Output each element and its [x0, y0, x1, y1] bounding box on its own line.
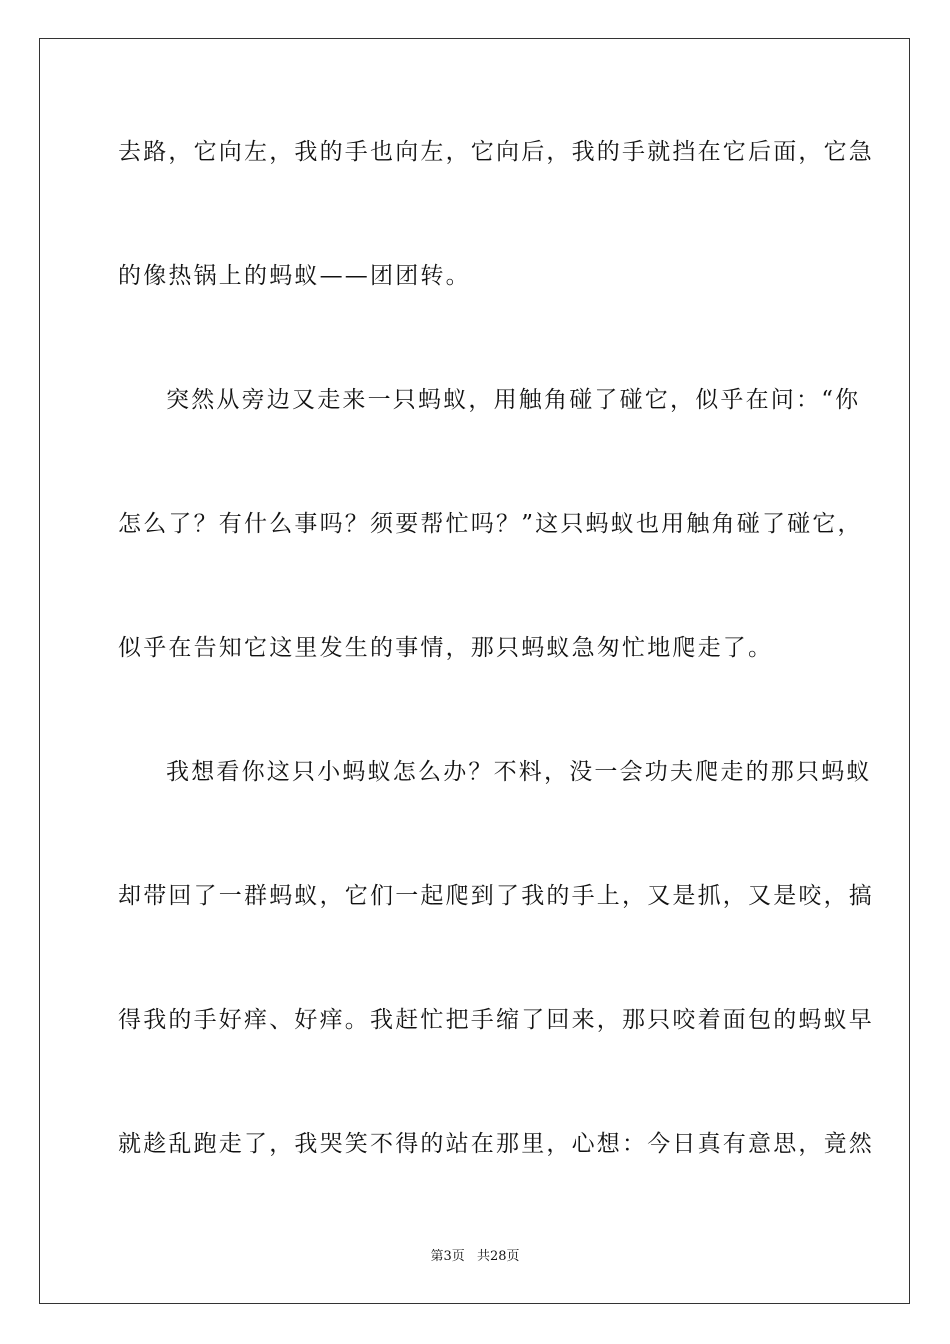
- text-line-5: 似乎在告知它这里发生的事情，那只蚂蚁急匆忙地爬走了。: [118, 635, 774, 661]
- text-line-2: 的像热锅上的蚂蚁——团团转。: [118, 263, 471, 289]
- text-line-7: 却带回了一群蚂蚁，它们一起爬到了我的手上，又是抓，又是咬，搞: [118, 883, 874, 909]
- text-line-6: 我想看你这只小蚂蚁怎么办？不料，没一会功夫爬走的那只蚂蚁: [166, 759, 872, 785]
- page-footer: [0, 1248, 950, 1266]
- text-line-1: 去路，它向左，我的手也向左，它向后，我的手就挡在它后面，它急: [118, 139, 874, 165]
- text-line-3: 突然从旁边又走来一只蚂蚁，用触角碰了碰它，似乎在问：“你: [166, 387, 861, 413]
- page-border: [39, 38, 910, 1304]
- page-number: 第3页: [430, 1249, 465, 1264]
- text-line-8: 得我的手好痒、好痒。我赶忙把手缩了回来，那只咬着面包的蚂蚁早: [118, 1007, 874, 1033]
- page-total: 共28页: [476, 1249, 520, 1264]
- text-line-9: 就趁乱跑走了，我哭笑不得的站在那里，心想：今日真有意思，竟然: [118, 1131, 874, 1157]
- text-line-4: 怎么了？有什么事吗？须要帮忙吗？”这只蚂蚁也用触角碰了碰它，: [118, 511, 863, 537]
